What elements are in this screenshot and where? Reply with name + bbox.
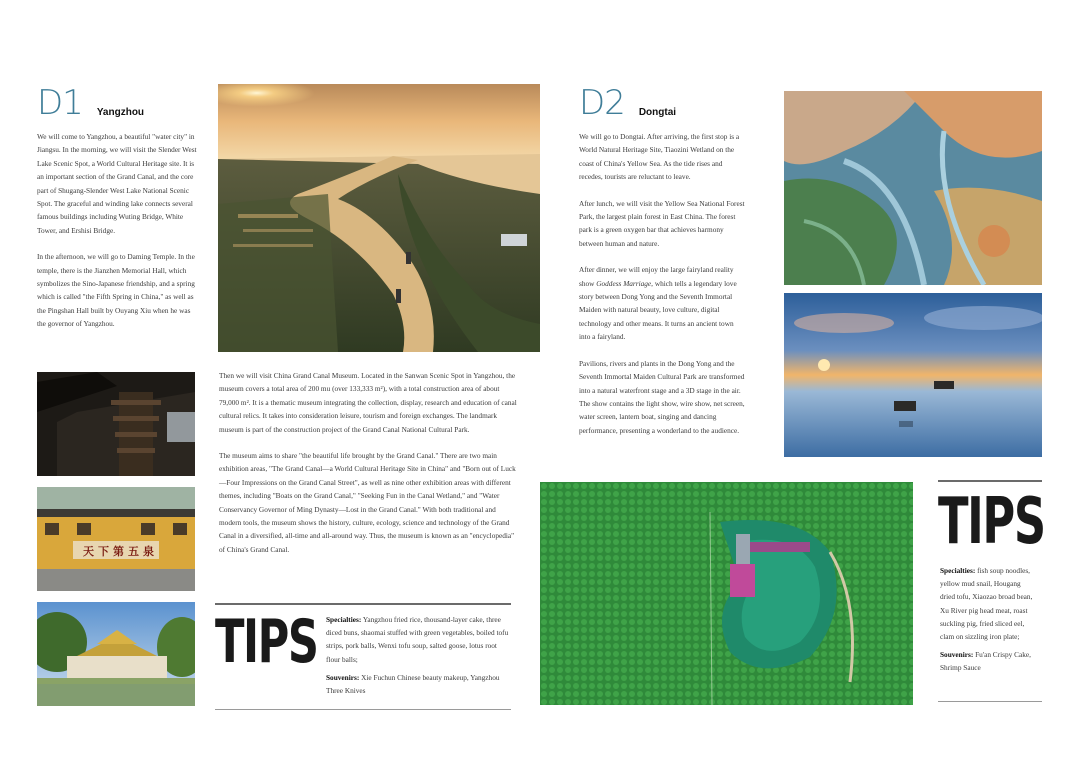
- d1-tips-heading: TIPS: [215, 607, 318, 677]
- d1-specialties-label: Specialties:: [326, 615, 362, 624]
- d2-show-intro: After dinner, we will enjoy the large fairyland reality show: [579, 265, 734, 288]
- d1-specialties-line: [326, 613, 512, 666]
- d2-paragraph: [579, 263, 746, 343]
- d2-tips-top-rule: [938, 480, 1042, 482]
- stone-inscription-text: 天下第五泉: [83, 545, 158, 558]
- d2-tips-content: [940, 564, 1036, 680]
- grand-canal-aerial-photo: [218, 84, 540, 352]
- d2-specialties-text: fish soup noodles, yellow mud snail, Hougang dried tofu, Xiaozao broad bean, Xu River pig head meat, roast suckling pig, fried sliced eel, clam on sizzling iron plate;: [940, 566, 1033, 642]
- d1-tips-content: [326, 613, 512, 702]
- d2-specialties-label: Specialties:: [940, 566, 976, 575]
- goddess-marriage-title: Goddess Marriage: [596, 278, 652, 288]
- d2-paragraph: We will go to Dongtai. After arriving, the first stop is a World Natural Heritage Site, Tiaozini Wetland on the coast of China's Yellow Sea. As the tide rises and recedes, tourists are reluctant to leave.: [579, 132, 740, 182]
- d2-day-label: D2: [579, 83, 625, 123]
- pagoda-photo: [37, 372, 195, 476]
- d1-heading: [37, 83, 145, 123]
- d1-souvenirs-label: Souvenirs:: [326, 672, 360, 682]
- d2-souvenirs-label: Souvenirs:: [940, 650, 974, 660]
- d1-tips-top-rule: [215, 603, 511, 605]
- sunset-tidal-flat-photo: [784, 293, 1042, 457]
- d1-city-name: Yangzhou: [96, 107, 145, 118]
- d1-souvenirs-line: [326, 671, 512, 697]
- five-pavilion-bridge-photo: [37, 602, 195, 706]
- d1-paragraph: We will come to Yangzhou, a beautiful "water city" in Jiangsu. In the morning, we will visit the Slender West Lake Scenic Spot, a World Cultural Heritage site. It is an important section of the Grand Canal, and the core part of Shugang-Slender West Lake National Scenic Spot. The graceful and winding lake connects several famous buildings including Wuting Bridge, White Tower, and Ershisi Bridge.: [37, 132, 197, 235]
- tiaozini-wetland-photo: [784, 91, 1042, 285]
- d1-day-label: D1: [37, 83, 83, 123]
- d1-tips-bottom-rule: [215, 709, 511, 710]
- d1-specialties-text: Yangzhou fried rice, thousand-layer cake, three diced buns, shaomai stuffed with green vegetables, boiled tofu strips, pork balls, Wenxi tofu soup, salted goose, lotus root flour balls;: [326, 615, 509, 664]
- d2-text: [579, 130, 746, 450]
- forest-park-aerial-photo: [540, 482, 913, 705]
- d2-city-name: Dongtai: [638, 107, 677, 118]
- d1-left-text: [37, 130, 197, 344]
- d2-tips-heading: TIPS: [938, 485, 1045, 559]
- d2-tips-bottom-rule: [938, 701, 1042, 702]
- d2-show-description: , which tells a legendary love story between Dong Yong and the Seventh Immortal Maiden with natural beauty, love culture, digital technology and other means. It turns an ancient town into a fairyland.: [579, 278, 737, 342]
- d2-paragraph: After lunch, we will visit the Yellow Sea National Forest Park, the largest plain forest in East China. The forest park is a green oxygen bar that achieves harmony between human and nature.: [579, 198, 745, 248]
- d1-souvenirs-text: Xie Fuchun Chinese beauty makeup, Yangzhou Three Knives: [326, 672, 500, 696]
- d1-paragraph: In the afternoon, we will go to Daming Temple. In the temple, there is the Jianzhen Memorial Hall, which symbolizes the Sino-Japanese friendship, and a spring which is called "the Fifth Spring in China," as well as the Pingshan Hall built by Ouyang Xiu when he was the governor of Yangzhou.: [37, 252, 195, 329]
- d2-specialties-line: [940, 564, 1036, 643]
- d2-souvenirs-line: [940, 648, 1036, 674]
- d2-souvenirs-text: Fu'an Crispy Cake, Shrimp Sauce: [940, 650, 1031, 673]
- fifth-spring-gate-photo: [37, 487, 195, 591]
- d2-paragraph: Pavilions, rivers and plants in the Dong Yong and the Seventh Immortal Maiden Cultural Park are transformed into a natural waterfront stage and a 3D stage in the air. The show contains the light show, wire show, net screen, water screen, lantern boat, singing and dancing performance, presenting a wonderland to the audience.: [579, 358, 745, 435]
- museum-paragraph: The museum aims to share "the beautiful life brought by the Grand Canal." There are two main exhibition areas, "The Grand Canal—a World Cultural Heritage Site in China" and "Born out of Luck—Four Impressions on the Grand Canal Street", as well as nine other exhibition areas with different themes, including "Boats on the Grand Canal," "Seeking Fun in the Canal Wetland," and "Water Conservancy Governor of Ming Dynasty—Lost in the Grand Canal." With both traditional and modern tools, the museum shows the history, culture, ecology, science and technology of the Grand Canal in a diversified, all-time and all-around way. Thus, the museum is known as an "encyclopedia" of China's Grand Canal.: [219, 451, 516, 554]
- d2-heading: [579, 83, 677, 123]
- museum-paragraph: Then we will visit China Grand Canal Museum. Located in the Sanwan Scenic Spot in Yangzhou, the museum covers a total area of 200 mu (over 133,333 m²), with a total construction area of about 79,000 m². It is a thematic museum integrating the collection, display, research and education of canal cultural relics. It takes into consideration leisure, tourism and foreign exchanges. The landmark museum is part of the construction project of the Grand Canal National Cultural Park.: [219, 371, 517, 434]
- d1-center-text: [219, 369, 519, 569]
